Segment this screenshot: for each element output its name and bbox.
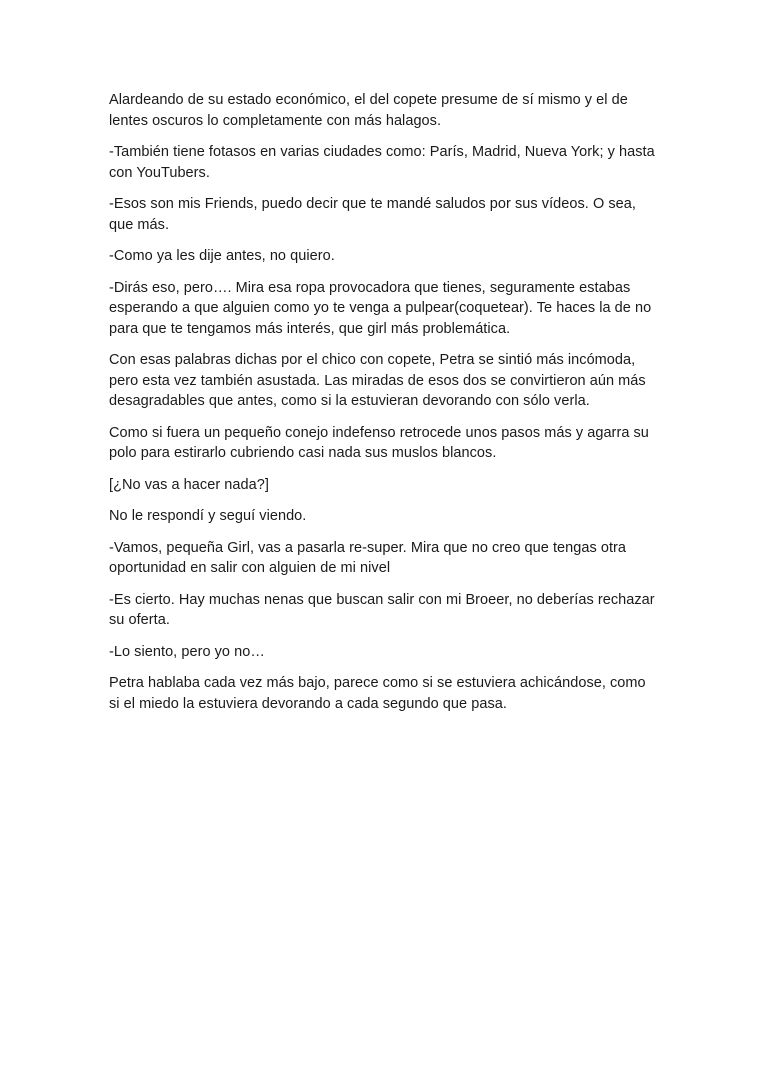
- paragraph: -Como ya les dije antes, no quiero.: [109, 248, 335, 264]
- paragraph: -Lo siento, pero yo no…: [109, 643, 265, 660]
- paragraph: -Es cierto. Hay muchas nenas que buscan salir con mi Broeer, no deberías rechazar su oferta.: [109, 591, 655, 628]
- paragraph: Como si fuera un pequeño conejo indefenso retrocede unos pasos más y agarra su polo para estirarlo cubriendo casi nada sus muslos blancos.: [109, 424, 649, 461]
- paragraph: -Vamos, pequeña Girl, vas a pasarla re-super. Mira que no creo que tengas otra oportunidad en salir con alguien de mi nivel: [109, 539, 627, 576]
- paragraph: Alardeando de su estado económico, el del copete presume de sí mismo y el de lentes oscuros lo completamente con más halagos.: [109, 92, 628, 129]
- paragraph: -Dirás eso, pero…. Mira esa ropa provocadora que tienes, seguramente estabas esperando a que alguien como yo te venga a pulpear(coquetear). Te haces la de no para que te tengamos más interés, que girl más problemática.: [109, 279, 652, 337]
- paragraph: Petra hablaba cada vez más bajo, parece como si se estuviera achicándose, como si el miedo la estuviera devorando a cada segundo que pasa.: [109, 675, 646, 712]
- document-body: [109, 90, 659, 725]
- paragraph: Con esas palabras dichas por el chico con copete, Petra se sintió más incómoda, pero esta vez también asustada. Las miradas de esos dos se convirtieron aún más desagradables que antes, como si la estuvieran devorando con sólo verla.: [109, 352, 646, 409]
- paragraph: -Esos son mis Friends, puedo decir que te mandé saludos por sus vídeos. O sea, que más.: [109, 196, 636, 233]
- paragraph: No le respondí y seguí viendo.: [109, 508, 307, 524]
- paragraph: [¿No vas a hacer nada?]: [109, 476, 269, 493]
- paragraph: -También tiene fotasos en varias ciudades como: París, Madrid, Nueva York; y hasta con YouTubers.: [109, 144, 655, 181]
